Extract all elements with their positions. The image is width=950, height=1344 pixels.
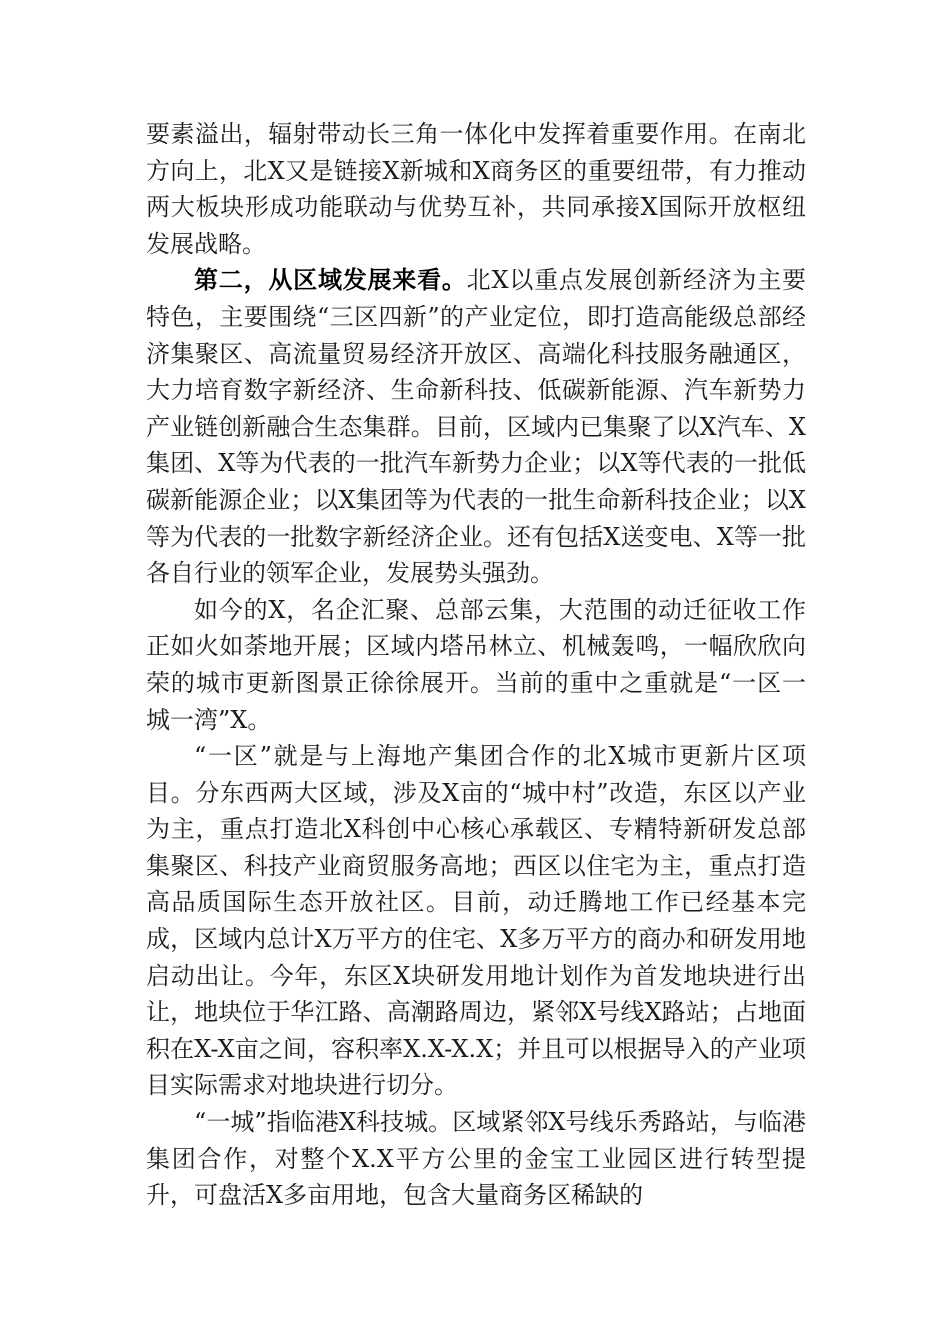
paragraph-1 (146, 116, 806, 262)
document-body (146, 116, 806, 1214)
paragraph-1-text: 要素溢出，辐射带动长三角一体化中发挥着重要作用。在南北方向上，北X又是链接X新城和X商务区的重要纽带，有力推动两大板块形成功能联动与优势互补，共同承接X国际开放枢纽发展战略。 (146, 120, 806, 258)
paragraph-4 (146, 738, 806, 1104)
paragraph-5-text: “一城”指临港X科技城。区域紧邻X号线乐秀路站，与临港集团合作，对整个X.X平方公里的金宝工业园区进行转型提升，可盘活X多亩用地，包含大量商务区稀缺的 (146, 1108, 806, 1210)
paragraph-4-text: “一区”就是与上海地产集团合作的北X城市更新片区项目。分东西两大区域，涉及X亩的“城中村”改造，东区以产业为主，重点打造北X科创中心核心承载区、专精特新研发总部集聚区、科技产业商贸服务高地；西区以住宅为主，重点打造高品质国际生态开放社区。目前，动迁腾地工作已经基本完成，区域内总计X万平方的住宅、X多万平方的商办和研发用地启动出让。今年，东区X块研发用地计划作为首发地块进行出让，地块位于华江路、高潮路周边，紧邻X号线X路站；占地面积在X-X亩之间，容积率X.X-X.X；并且可以根据导入的产业项目实际需求对地块进行切分。 (146, 742, 806, 1100)
paragraph-5 (146, 1104, 806, 1214)
paragraph-2-lead: 第二，从区域发展来看。 (194, 265, 467, 295)
paragraph-3-text: 如今的X，名企汇聚、总部云集，大范围的动迁征收工作正如火如荼地开展；区域内塔吊林立、机械轰鸣，一幅欣欣向荣的城市更新图景正徐徐展开。当前的重中之重就是“一区一城一湾”X。 (146, 595, 806, 734)
paragraph-3 (146, 592, 806, 738)
paragraph-2 (146, 262, 806, 591)
paragraph-2-text: 北X以重点发展创新经济为主要特色，主要围绕“三区四新”的产业定位，即打造高能级总部经济集聚区、高流量贸易经济开放区、高端化科技服务融通区，大力培育数字新经济、生命新科技、低碳新能源、汽车新势力产业链创新融合生态集群。目前，区域内已集聚了以X汽车、X集团、X等为代表的一批汽车新势力企业；以X等代表的一批低碳新能源企业；以X集团等为代表的一批生命新科技企业；以X等为代表的一批数字新经济企业。还有包括X送变电、X等一批各自行业的领军企业，发展势头强劲。 (146, 266, 806, 588)
